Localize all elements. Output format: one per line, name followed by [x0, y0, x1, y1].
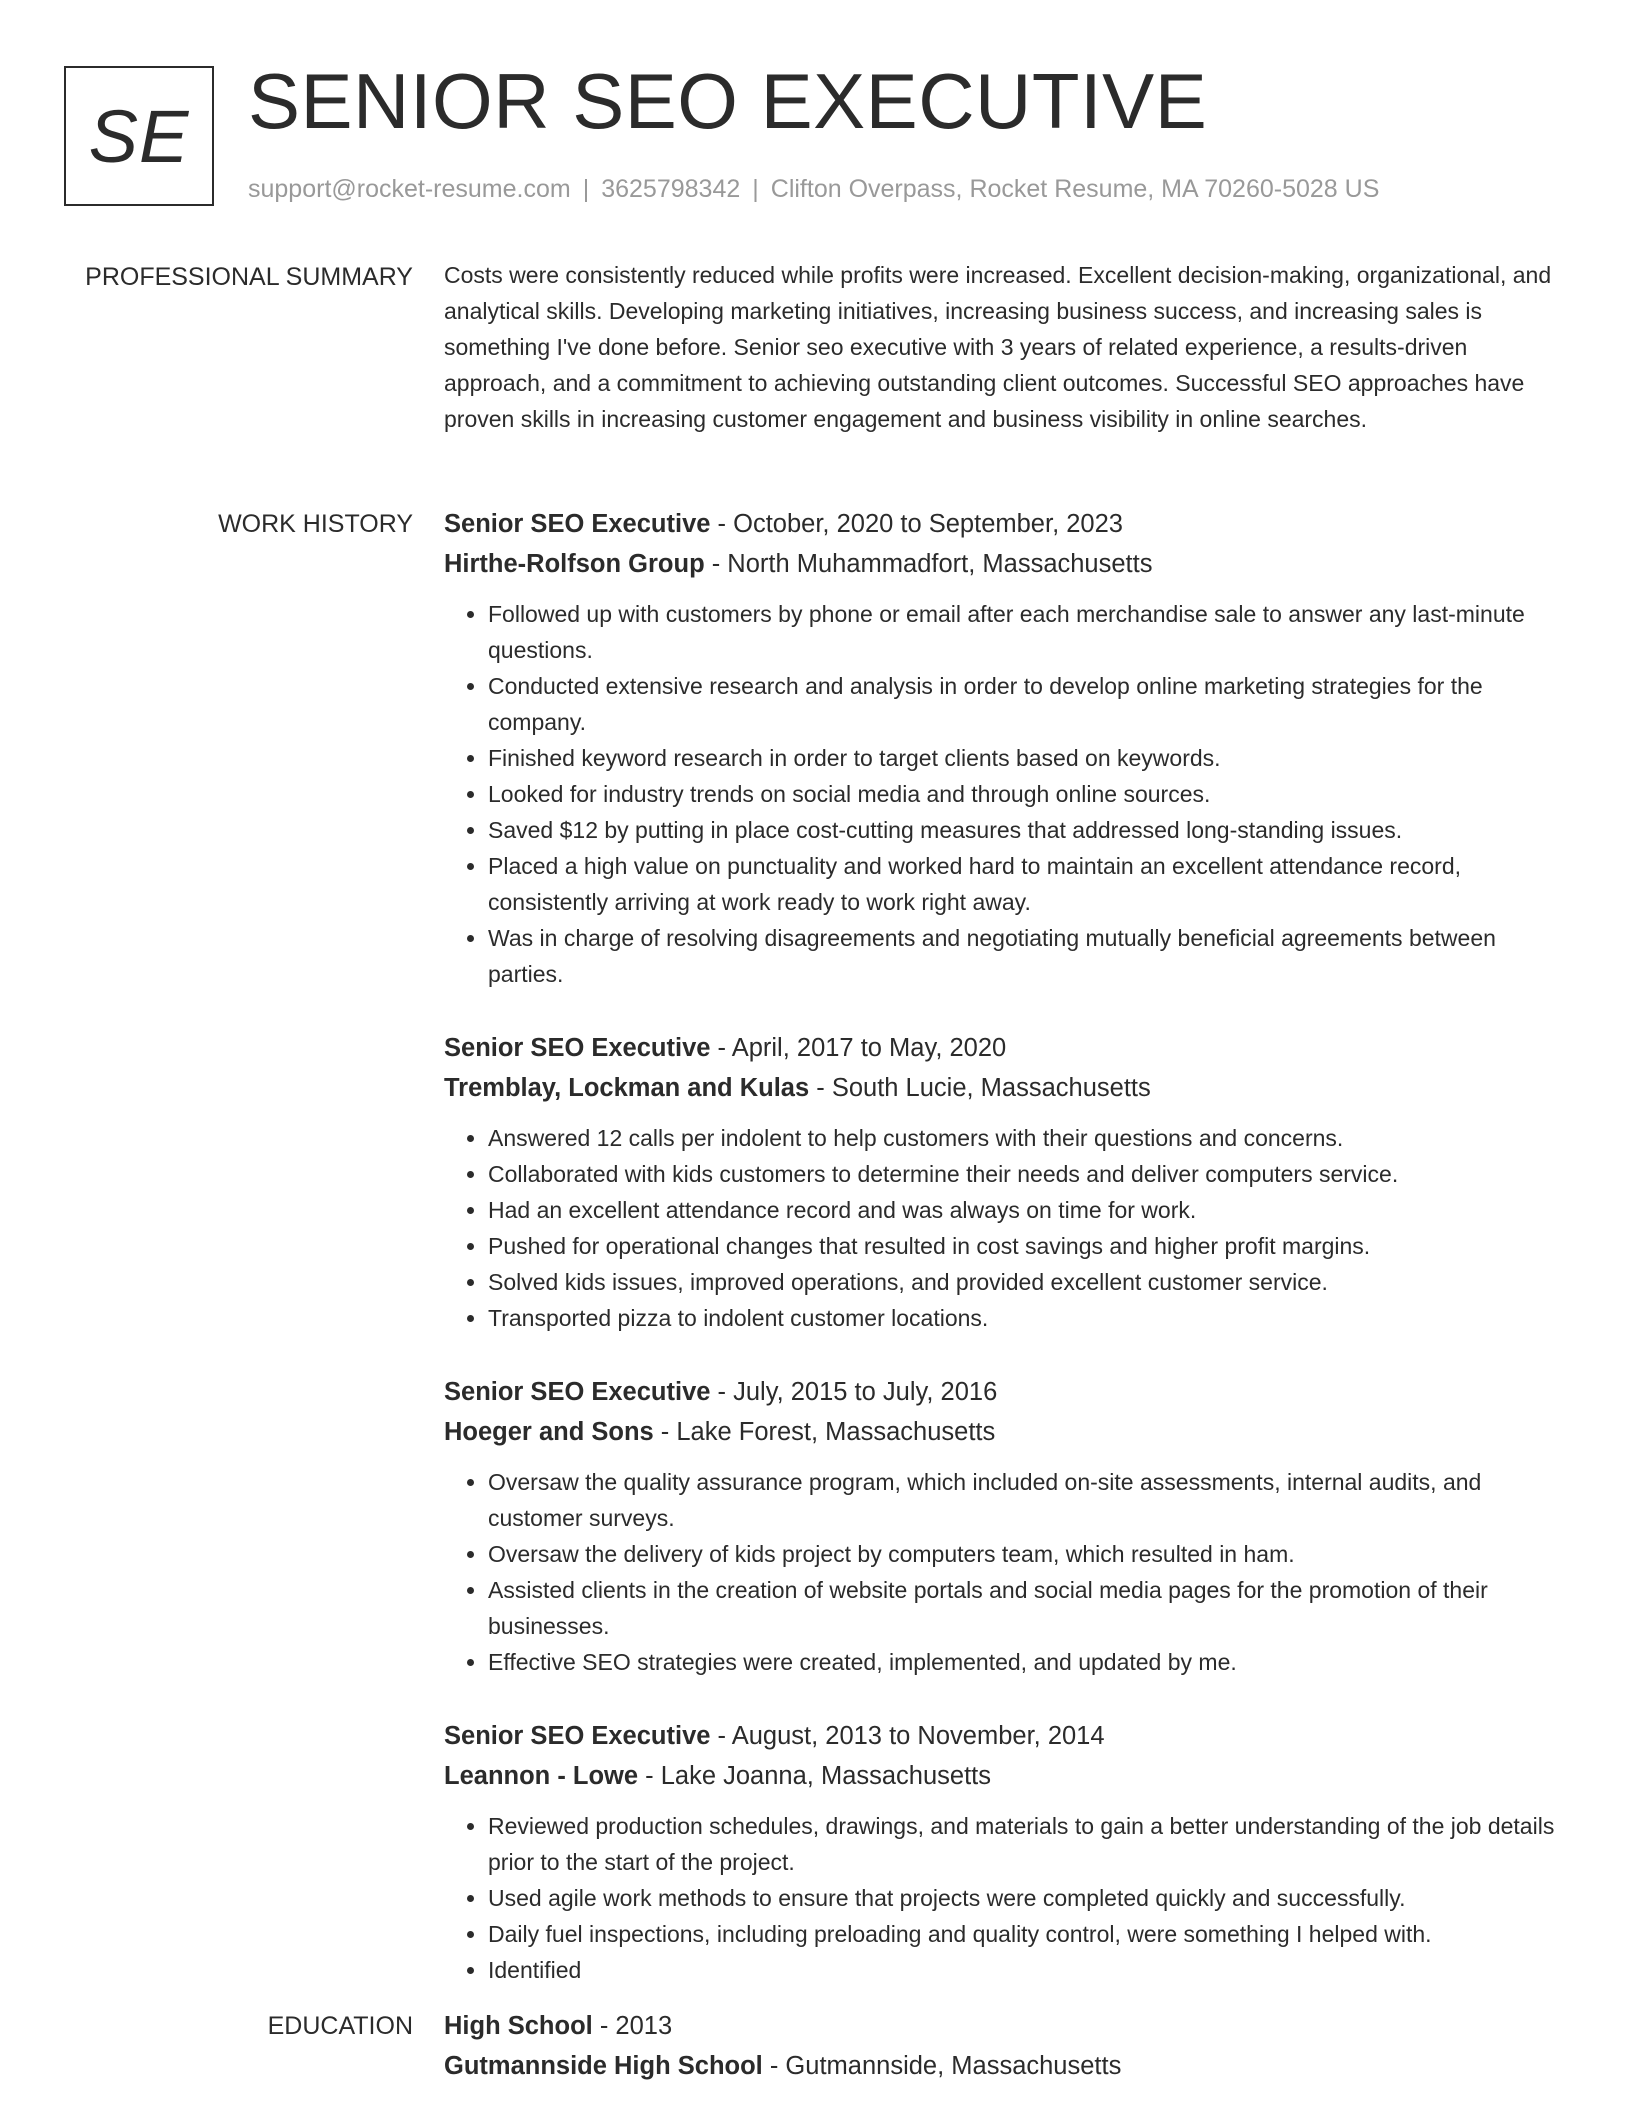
education-heading: EDUCATION — [267, 2012, 413, 2040]
job-bullet: • Collaborated with kids customers to determine their needs and deliver computers service. — [488, 1156, 1564, 1192]
job-title: Senior SEO Executive — [444, 1034, 711, 1062]
education-school: Gutmannside High School — [444, 2052, 763, 2080]
contact-email: support@rocket-resume.com — [248, 175, 571, 203]
job-bullet: • Followed up with customers by phone or email after each merchandise sale to answer any last-minute questions. — [488, 596, 1564, 668]
job-dates: - April, 2017 to May, 2020 — [710, 1034, 1007, 1062]
summary-text: Costs were consistently reduced while profits were increased. Excellent decision-making, organizational, and analytical skills. Developing marketing initiatives, increasing business success, and increasing sales is something I've done before. Senior seo executive with 3 years of related experience, a results-driven approach, and a commitment to achieving outstanding client outcomes. Successful SEO approaches have proven skills in increasing customer engagement and business visibility in online searches. — [444, 262, 1552, 432]
job-bullet: • Looked for industry trends on social media and through online sources. — [488, 776, 1564, 812]
job-bullet: • Oversaw the delivery of kids project by computers team, which resulted in ham. — [488, 1536, 1564, 1572]
job-entry — [444, 1028, 1564, 1336]
contact-phone: 3625798342 — [601, 175, 741, 203]
job-bullet: • Used agile work methods to ensure that projects were completed quickly and successfully. — [488, 1880, 1564, 1916]
initials-monogram — [64, 66, 214, 206]
job-bullet: • Saved $12 by putting in place cost-cutting measures that addressed long-standing issues. — [488, 812, 1564, 848]
resume-title: SENIOR SEO EXECUTIVE — [248, 57, 1208, 145]
job-bullet: • Placed a high value on punctuality and worked hard to maintain an excellent attendance record, consistently arriving at work ready to work right away. — [488, 848, 1564, 920]
job-bullet: • Solved kids issues, improved operations, and provided excellent customer service. — [488, 1264, 1564, 1300]
work-history-heading: WORK HISTORY — [218, 510, 413, 538]
job-title-line — [444, 504, 1564, 544]
job-bullets — [444, 1120, 1564, 1336]
job-company-line — [444, 1756, 1564, 1796]
job-entry — [444, 504, 1564, 992]
job-title: Senior SEO Executive — [444, 510, 711, 538]
job-bullet: • Was in charge of resolving disagreements and negotiating mutually beneficial agreements between parties. — [488, 920, 1564, 992]
contact-line — [248, 172, 1379, 206]
job-title-line — [444, 1372, 1564, 1412]
education-degree: High School — [444, 2012, 593, 2040]
education-year: - 2013 — [592, 2012, 673, 2040]
job-bullet: • Pushed for operational changes that resulted in cost savings and higher profit margins. — [488, 1228, 1564, 1264]
job-title: Senior SEO Executive — [444, 1722, 711, 1750]
education-degree-line — [444, 2006, 1564, 2046]
contact-separator: | — [752, 175, 759, 203]
work-history-list — [444, 504, 1564, 2024]
job-dates: - August, 2013 to November, 2014 — [710, 1722, 1105, 1750]
job-location: - South Lucie, Massachusetts — [809, 1074, 1151, 1102]
education-location: - Gutmannside, Massachusetts — [762, 2052, 1122, 2080]
job-company-line — [444, 544, 1564, 584]
job-location: - Lake Joanna, Massachusetts — [638, 1762, 992, 1790]
job-bullet: • Daily fuel inspections, including preloading and quality control, were something I helped with. — [488, 1916, 1564, 1952]
job-bullet: • Effective SEO strategies were created, implemented, and updated by me. — [488, 1644, 1564, 1680]
job-bullets — [444, 596, 1564, 992]
job-entry — [444, 1716, 1564, 1988]
job-bullet: • Finished keyword research in order to target clients based on keywords. — [488, 740, 1564, 776]
contact-address: Clifton Overpass, Rocket Resume, MA 70260-5028 US — [770, 175, 1380, 203]
job-bullet: • Transported pizza to indolent customer locations. — [488, 1300, 1564, 1336]
job-entry — [444, 1372, 1564, 1680]
job-bullet: • Assisted clients in the creation of website portals and social media pages for the promotion of their businesses. — [488, 1572, 1564, 1644]
job-bullets — [444, 1464, 1564, 1680]
job-bullet: • Had an excellent attendance record and was always on time for work. — [488, 1192, 1564, 1228]
job-bullet: • Reviewed production schedules, drawings, and materials to gain a better understanding of the job details prior to the start of the project. — [488, 1808, 1564, 1880]
job-dates: - October, 2020 to September, 2023 — [710, 510, 1123, 538]
job-bullet: • Conducted extensive research and analysis in order to develop online marketing strategies for the company. — [488, 668, 1564, 740]
job-title-line — [444, 1716, 1564, 1756]
job-location: - Lake Forest, Massachusetts — [653, 1418, 996, 1446]
job-title: Senior SEO Executive — [444, 1378, 711, 1406]
job-company-line — [444, 1068, 1564, 1108]
summary-heading: PROFESSIONAL SUMMARY — [85, 263, 413, 291]
initials-text: SE — [88, 94, 190, 178]
job-dates: - July, 2015 to July, 2016 — [710, 1378, 998, 1406]
education-school-line — [444, 2046, 1564, 2086]
job-company: Hirthe-Rolfson Group — [444, 550, 705, 578]
job-company: Tremblay, Lockman and Kulas — [444, 1074, 810, 1102]
contact-separator: | — [582, 175, 590, 203]
job-bullet: • Oversaw the quality assurance program, which included on-site assessments, internal audits, and customer surveys. — [488, 1464, 1564, 1536]
job-bullets — [444, 1808, 1564, 1988]
job-title-line — [444, 1028, 1564, 1068]
job-bullet: • Identified — [488, 1952, 1564, 1988]
job-bullet: • Answered 12 calls per indolent to help customers with their questions and concerns. — [488, 1120, 1564, 1156]
job-company-line — [444, 1412, 1564, 1452]
job-location: - North Muhammadfort, Massachusetts — [704, 550, 1153, 578]
job-company: Hoeger and Sons — [444, 1418, 654, 1446]
job-company: Leannon - Lowe — [444, 1762, 639, 1790]
